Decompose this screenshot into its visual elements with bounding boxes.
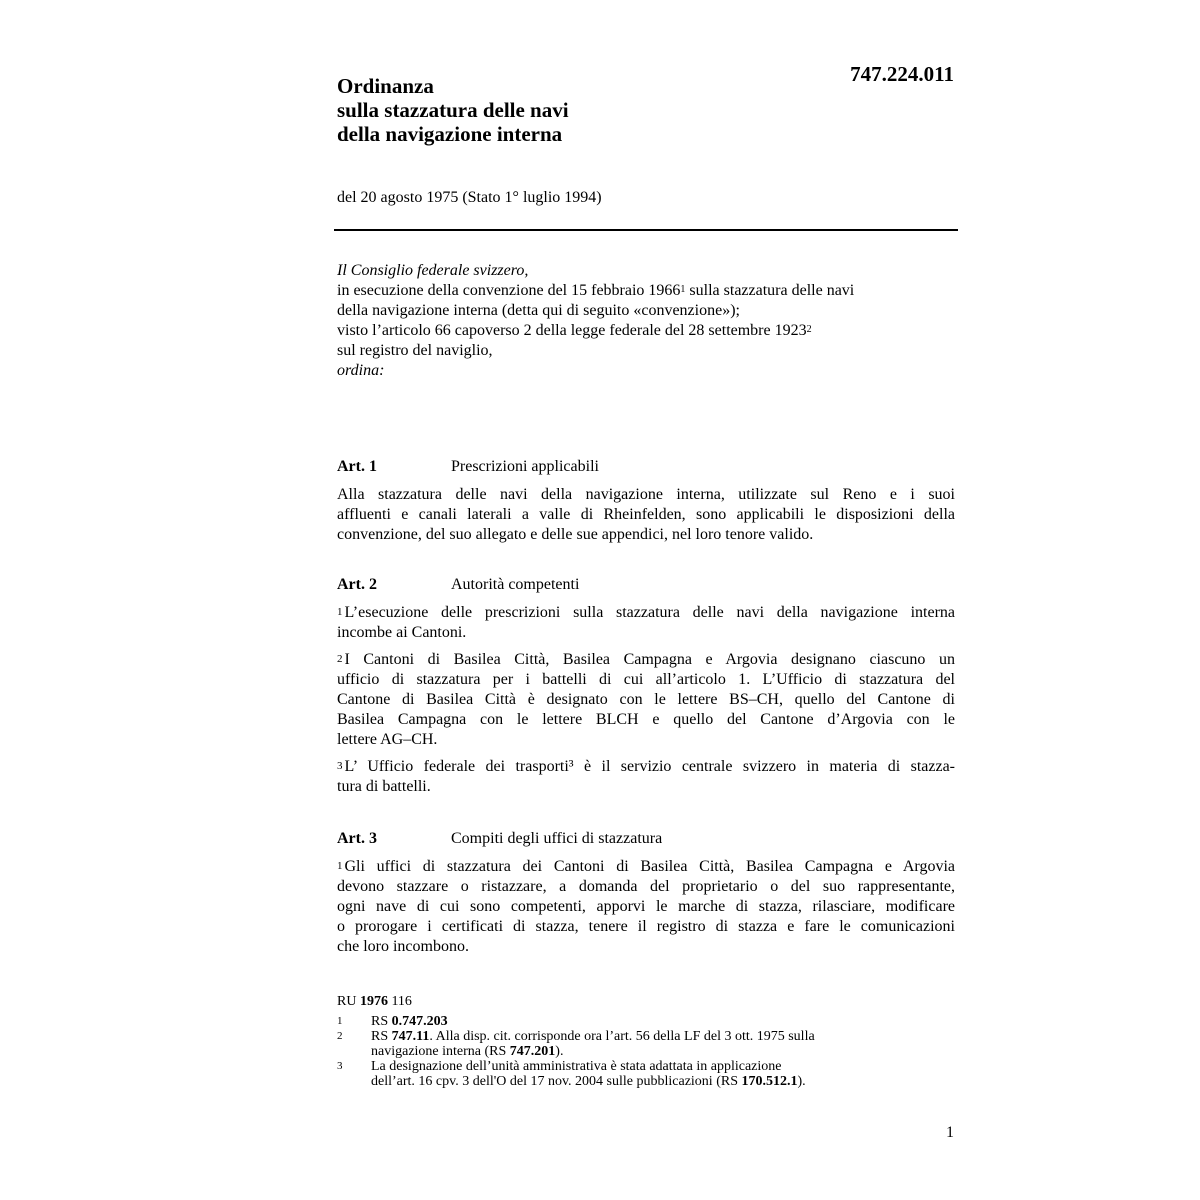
paragraph-number: 1 xyxy=(337,606,343,618)
paragraph-number: 1 xyxy=(337,860,343,872)
footnote-ref: 2 xyxy=(806,324,812,335)
footnote-number: 1 xyxy=(337,1015,343,1027)
paragraph-line: Basilea Campagna con le lettere BLCH e quello del Cantone d’Argovia con le xyxy=(337,711,955,728)
preamble-text: in esecuzione della convenzione del 15 febbraio 1966 xyxy=(337,282,681,299)
article-number: Art. 1 xyxy=(337,458,377,475)
footnote-ref: 1 xyxy=(680,284,686,295)
footnote-text xyxy=(371,1014,448,1029)
footnote-line: dell’art. 16 cpv. 3 dell'O del 17 nov. 2004 sulle pubblicazioni (RS xyxy=(371,1074,742,1089)
paragraph-line: che loro incombono. xyxy=(337,938,469,955)
title-line: sulla stazzatura delle navi xyxy=(337,98,569,122)
article-3 xyxy=(337,829,955,964)
footnote-line: ). xyxy=(555,1044,564,1059)
paragraph-line: Cantone di Basilea Città è designato con le lettere BS–CH, quello del Cantone di xyxy=(337,691,955,708)
article-number: Art. 2 xyxy=(337,576,377,593)
preamble-ordina: ordina: xyxy=(337,362,385,379)
paragraph-line xyxy=(337,757,955,777)
footnote-text xyxy=(371,1059,806,1089)
title-line: Ordinanza xyxy=(337,74,434,98)
preamble-line: sul registro del naviglio, xyxy=(337,342,493,359)
article-paragraph xyxy=(337,857,955,957)
paragraph-line: incombe ai Cantoni. xyxy=(337,624,467,641)
article-title: Autorità competenti xyxy=(451,576,580,593)
ru-reference xyxy=(337,994,937,1009)
paragraph-line xyxy=(337,603,955,623)
footnote-number: 3 xyxy=(337,1060,343,1072)
footnote-rs: RS xyxy=(371,1014,392,1029)
article-heading xyxy=(337,575,955,595)
article-paragraph xyxy=(337,603,955,643)
footnote-3 xyxy=(337,1059,937,1089)
article-heading xyxy=(337,829,955,849)
preamble-line xyxy=(337,281,957,301)
paragraph-text: L’esecuzione delle prescrizioni sulla stazzatura delle navi della navigazione interna xyxy=(344,604,955,621)
footnote-line: ). xyxy=(797,1074,806,1089)
paragraph-text: L’ Ufficio federale dei trasporti³ è il servizio centrale svizzero in materia di stazza- xyxy=(344,758,955,775)
document-date: del 20 agosto 1975 (Stato 1° luglio 1994) xyxy=(337,189,602,206)
paragraph-line: ogni nave di cui sono competenti, apporvi le marche di stazza, rilasciare, modificare xyxy=(337,898,955,915)
paragraph-line: affluenti e canali laterali a valle di Rheinfelden, sono applicabili le disposizioni della xyxy=(337,506,955,523)
paragraph-number: 3 xyxy=(337,760,343,772)
article-number: Art. 3 xyxy=(337,830,377,847)
footnote-line: navigazione interna (RS xyxy=(371,1044,510,1059)
footnote-line: . Alla disp. cit. corrisponde ora l’art. 56 della LF del 3 ott. 1975 sulla xyxy=(429,1029,815,1044)
header-divider xyxy=(334,229,958,231)
paragraph-text: Gli uffici di stazzatura dei Cantoni di Basilea Città, Basilea Campagna e Argovia xyxy=(344,858,955,875)
footnote-link: 170.512.1 xyxy=(741,1074,798,1089)
footnote-1 xyxy=(337,1014,937,1029)
title-line: della navigazione interna xyxy=(337,122,563,146)
ru-year: 1976 xyxy=(359,994,388,1009)
paragraph-line xyxy=(337,650,955,670)
footnote-rs: RS xyxy=(371,1029,392,1044)
footnote-link: 0.747.203 xyxy=(391,1014,448,1029)
paragraph-line: convenzione, del suo allegato e delle sue appendici, nel loro tenore valido. xyxy=(337,526,814,543)
paragraph-line: o prorogare i certificati di stazza, tenere il registro di stazza e fare le comunicazioni xyxy=(337,918,955,935)
article-1 xyxy=(337,457,955,552)
footnote-text xyxy=(371,1029,815,1059)
footnote-number: 2 xyxy=(337,1030,343,1042)
article-title: Compiti degli uffici di stazzatura xyxy=(451,830,663,847)
preamble-line xyxy=(337,321,957,341)
article-2 xyxy=(337,575,955,804)
document-title xyxy=(337,74,737,146)
document-number: 747.224.011 xyxy=(850,62,954,86)
footnote-link: 747.11 xyxy=(391,1029,430,1044)
ru-prefix: RU xyxy=(337,994,360,1009)
paragraph-line: tura di battelli. xyxy=(337,778,431,795)
footnotes xyxy=(337,994,937,1089)
page-number: 1 xyxy=(946,1124,954,1141)
paragraph-line: devono stazzare o ristazzare, a domanda del proprietario o del suo rappresentante, xyxy=(337,878,955,895)
paragraph-line: lettere AG–CH. xyxy=(337,731,438,748)
footnote-line: La designazione dell’unità amministrativa è stata adattata in applicazione xyxy=(371,1059,782,1074)
paragraph-number: 2 xyxy=(337,653,343,665)
paragraph-line xyxy=(337,857,955,877)
preamble-line: della navigazione interna (detta qui di seguito «convenzione»); xyxy=(337,302,740,319)
article-paragraph xyxy=(337,757,955,797)
article-heading xyxy=(337,457,955,477)
preamble-text: visto l’articolo 66 capoverso 2 della legge federale del 28 settembre 1923 xyxy=(337,322,807,339)
preamble-authority: Il Consiglio federale svizzero, xyxy=(337,262,529,279)
article-paragraph xyxy=(337,485,955,545)
article-title: Prescrizioni applicabili xyxy=(451,458,599,475)
paragraph-line: Alla stazzatura delle navi della navigazione interna, utilizzate sul Reno e i suoi xyxy=(337,486,955,503)
paragraph-line: ufficio di stazzatura per i battelli di cui all’articolo 1. L’Ufficio di stazzatura del xyxy=(337,671,955,688)
paragraph-text: I Cantoni di Basilea Città, Basilea Campagna e Argovia designano ciascuno un xyxy=(344,651,955,668)
footnote-2 xyxy=(337,1029,937,1059)
preamble-text: sulla stazzatura delle navi xyxy=(685,282,855,299)
footnote-link: 747.201 xyxy=(509,1044,556,1059)
preamble xyxy=(337,261,957,381)
article-paragraph xyxy=(337,650,955,750)
ru-page: 116 xyxy=(387,994,412,1009)
